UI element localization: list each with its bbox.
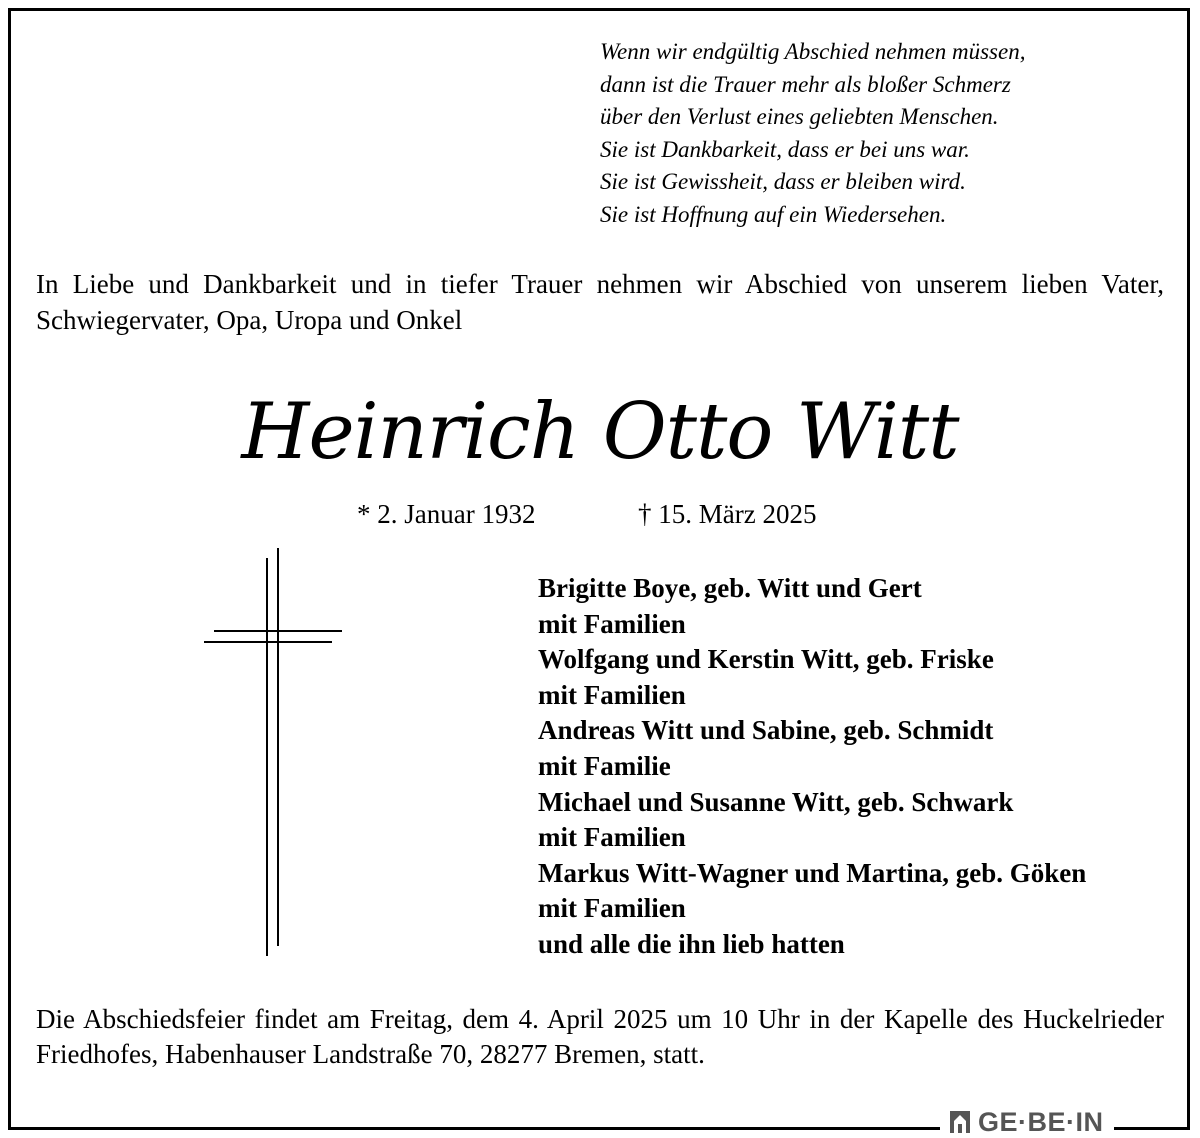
mourner-line: mit Familien [538, 893, 686, 924]
cross-icon [196, 548, 356, 958]
poem [600, 36, 1025, 231]
poem-line: über den Verlust eines geliebten Menschen. [600, 104, 999, 129]
poem-line: dann ist die Trauer mehr als bloßer Schmerz [600, 71, 1011, 97]
birth-date: * 2. Januar 1932 [357, 499, 536, 529]
mourner-line: Brigitte Boye, geb. Witt und Gert [538, 573, 922, 603]
logo-text: GE·BE·IN [978, 1107, 1104, 1137]
mourner-line: und alle die ihn lieb hatten [538, 928, 845, 959]
mourner-line: Andreas Witt und Sabine, geb. Schmidt [538, 715, 994, 746]
ceremony-info: Die Abschiedsfeier findet am Freitag, dem 4. April 2025 um 10 Uhr in der Kapelle des Huckelrieder Friedhofes, Habenhauser Landstraße 70, 28277 Bremen, statt. [36, 1004, 1164, 1069]
mourner-line: mit Familien [538, 822, 686, 853]
gebein-logo-icon [948, 1109, 972, 1135]
intro-text: In Liebe und Dankbarkeit und in tiefer Trauer nehmen wir Abschied von unserem lieben Vater, Schwiegervater, Opa, Uropa und Onkel [36, 269, 1164, 335]
deceased-name: Heinrich Otto Witt [241, 387, 959, 477]
poem-line: Wenn wir endgültig Abschied nehmen müssen, [600, 39, 1026, 64]
gebein-logo [940, 1106, 1114, 1138]
mourner-line: mit Familie [538, 750, 671, 781]
poem-line: Sie ist Hoffnung auf ein Wiedersehen. [600, 201, 947, 227]
mourner-line: Markus Witt-Wagner und Martina, geb. Göken [538, 857, 1087, 888]
mourner-line: mit Familien [538, 679, 686, 710]
mourners-list [538, 571, 1086, 963]
poem-line: Sie ist Dankbarkeit, dass er bei uns war. [600, 136, 970, 162]
mourner-line: Michael und Susanne Witt, geb. Schwark [538, 786, 1014, 817]
mourner-line: mit Familien [538, 608, 686, 639]
poem-line: Sie ist Gewissheit, dass er bleiben wird. [600, 169, 966, 194]
death-date: † 15. März 2025 [638, 499, 817, 529]
mourner-line: Wolfgang und Kerstin Witt, geb. Friske [538, 644, 994, 675]
